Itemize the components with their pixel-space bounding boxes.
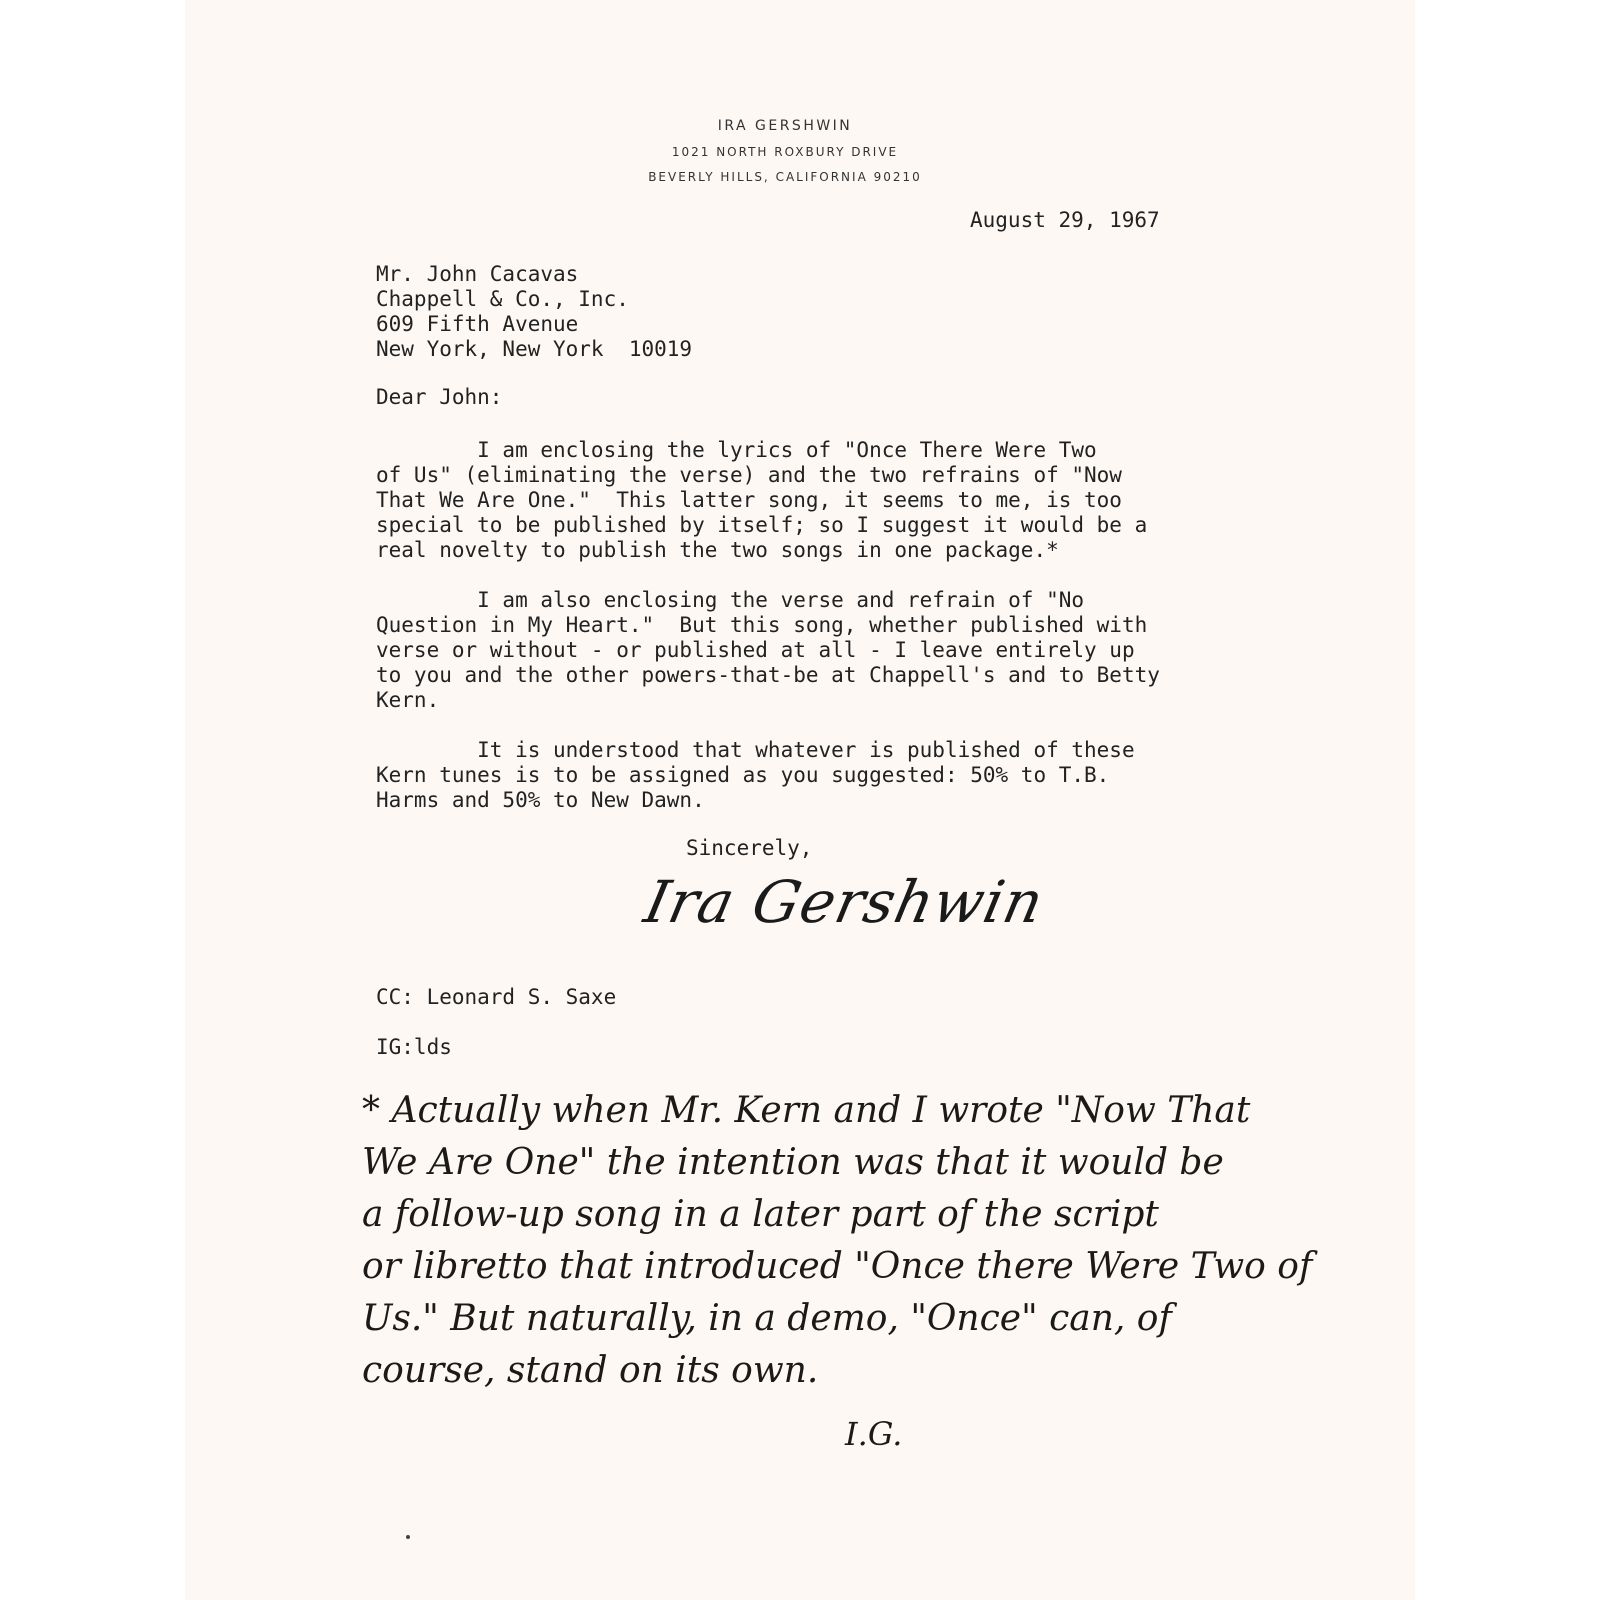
paragraph-line: Question in My Heart." But this song, whether published with <box>376 613 1148 637</box>
recipient-company: Chappell & Co., Inc. <box>376 287 629 311</box>
recipient-address <box>376 262 692 362</box>
recipient-city: New York, New York 10019 <box>376 337 693 361</box>
handwritten-line: course, stand on its own. <box>362 1350 819 1391</box>
paragraph-line: It is understood that whatever is published of these <box>376 738 1135 762</box>
letter-date: August 29, 1967 <box>970 208 1160 232</box>
letterhead-street: 1021 NORTH ROXBURY DRIVE <box>671 145 899 159</box>
paragraph-line: I am enclosing the lyrics of "Once There Were Two <box>376 438 1097 462</box>
reference-initials: IG:lds <box>376 1035 452 1059</box>
handwritten-line: or libretto that introduced "Once there Were Two of <box>362 1246 1313 1287</box>
paragraph-line: That We Are One." This latter song, it seems to me, is too <box>376 488 1122 512</box>
paragraph-line: Kern. <box>376 688 440 712</box>
signature: Ira Gershwin <box>638 868 1050 936</box>
handwritten-line: * Actually when Mr. Kern and I wrote "Now That <box>362 1090 1251 1131</box>
cc-line: CC: Leonard S. Saxe <box>376 985 617 1009</box>
letterhead-city: BEVERLY HILLS, CALIFORNIA 90210 <box>648 170 922 184</box>
paragraph-line: I am also enclosing the verse and refrain of "No <box>376 588 1085 612</box>
paragraph-line: Kern tunes is to be assigned as you suggested: 50% to T.B. <box>376 763 1110 787</box>
closing: Sincerely, <box>686 836 813 860</box>
paragraph-line: to you and the other powers-that-be at Chappell's and to Betty <box>376 663 1160 687</box>
paragraph-line: special to be published by itself; so I suggest it would be a <box>376 513 1148 537</box>
letterhead-name: IRA GERSHWIN <box>717 118 853 134</box>
recipient-street: 609 Fifth Avenue <box>376 312 579 336</box>
paragraph-line: real novelty to publish the two songs in one package.* <box>376 538 1059 562</box>
paragraph-line: Harms and 50% to New Dawn. <box>376 788 705 812</box>
salutation: Dear John: <box>376 385 503 409</box>
paragraph-1 <box>376 438 1296 563</box>
paragraph-3 <box>376 738 1296 813</box>
handwritten-line: Us." But naturally, in a demo, "Once" can, of <box>362 1298 1172 1339</box>
paragraph-2 <box>376 588 1296 713</box>
handwritten-note <box>362 1085 1312 1397</box>
paragraph-line: verse or without - or published at all - I leave entirely up <box>376 638 1135 662</box>
handwritten-line: We Are One" the intention was that it would be <box>362 1142 1224 1183</box>
paragraph-line: of Us" (eliminating the verse) and the two refrains of "Now <box>376 463 1122 487</box>
recipient-name: Mr. John Cacavas <box>376 262 579 286</box>
handwritten-initials: I.G. <box>845 1415 903 1453</box>
paper-speck <box>406 1535 410 1539</box>
handwritten-line: a follow-up song in a later part of the script <box>362 1194 1159 1235</box>
